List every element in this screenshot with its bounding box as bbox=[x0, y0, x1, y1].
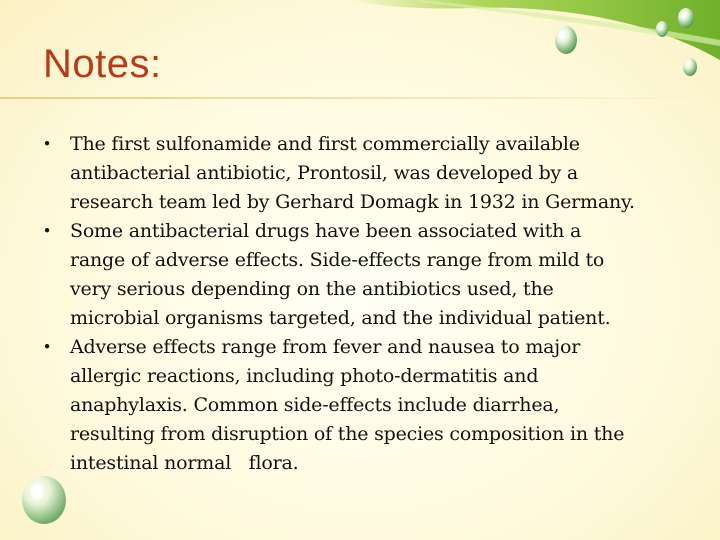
title-underline bbox=[0, 97, 720, 99]
bullet-line: very serious depending on the antibiotics used, the bbox=[70, 278, 554, 300]
bullet-item bbox=[38, 217, 698, 333]
bullet-marker: • bbox=[42, 135, 52, 153]
bullet-line: The first sulfonamide and first commercially available bbox=[70, 133, 580, 155]
bullet-item bbox=[38, 333, 698, 478]
bullet-line: anaphylaxis. Common side-effects include diarrhea, bbox=[70, 394, 560, 416]
slide-title: Notes: bbox=[43, 42, 162, 86]
bullet-line: Some antibacterial drugs have been associated with a bbox=[70, 220, 582, 242]
bullet-line: resulting from disruption of the species composition in the bbox=[70, 423, 625, 445]
bullet-marker: • bbox=[42, 338, 52, 356]
bullet-line: range of adverse effects. Side-effects range from mild to bbox=[70, 249, 605, 271]
bullet-line: intestinal normal flora. bbox=[70, 452, 299, 474]
bullet-line: allergic reactions, including photo-dermatitis and bbox=[70, 365, 539, 387]
bullet-line: microbial organisms targeted, and the individual patient. bbox=[70, 307, 611, 329]
bullet-line: antibacterial antibiotic, Prontosil, was developed by a bbox=[70, 162, 579, 184]
bullet-marker: • bbox=[42, 222, 52, 240]
bullet-list bbox=[38, 130, 698, 478]
bullet-item bbox=[38, 130, 698, 217]
bullet-line: research team led by Gerhard Domagk in 1932 in Germany. bbox=[70, 191, 635, 213]
bullet-line: Adverse effects range from fever and nausea to major bbox=[70, 336, 581, 358]
